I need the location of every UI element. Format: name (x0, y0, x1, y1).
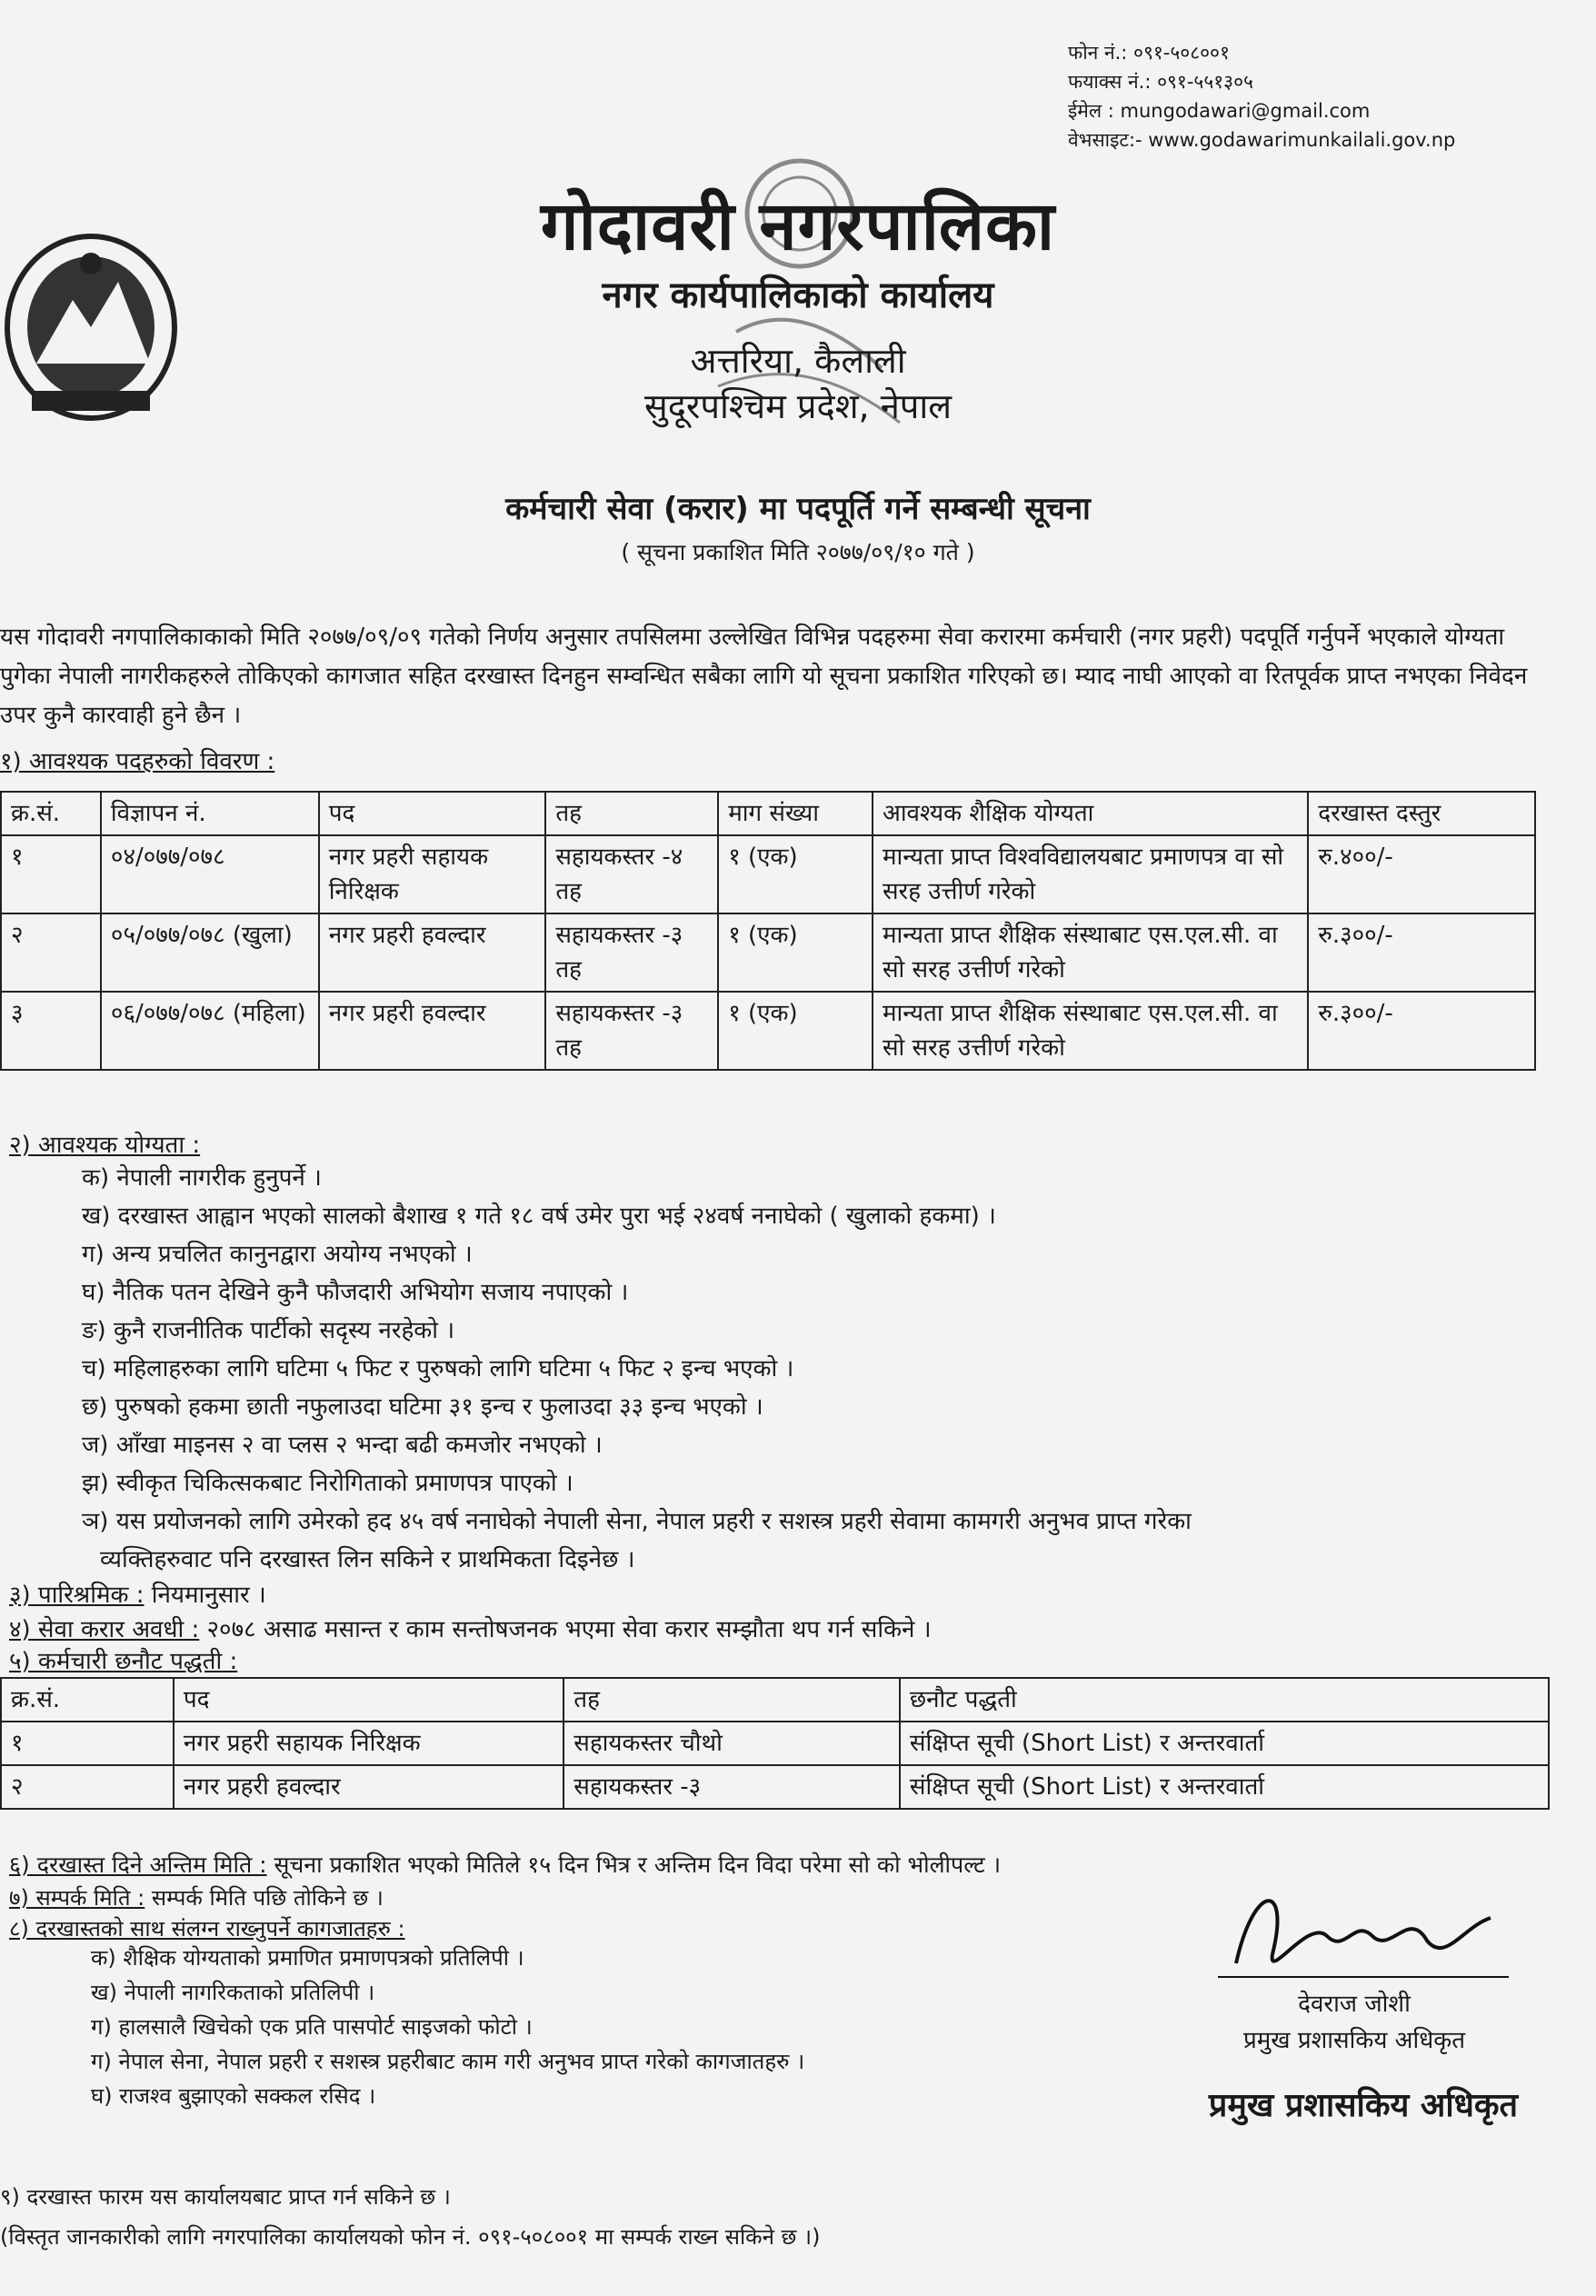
col-header: तह (545, 792, 718, 835)
list-item: घ) राजश्व बुझाएको सक्कल रसिद । (91, 2083, 376, 2109)
section4-text: २०७८ असाढ मसान्त र काम सन्तोषजनक भएमा सेवा करार सम्झौता थप गर्न सकिने । (206, 1616, 932, 1643)
section3 (9, 1577, 266, 1613)
signatory-name: देवराज जोशी (1298, 1991, 1411, 2018)
col-header: पद (319, 792, 546, 835)
section6-heading: ६) दरखास्त दिने अन्तिम मिति : (9, 1852, 267, 1878)
cell: रु.३००/- (1308, 913, 1535, 992)
list-item: ज) आँखा माइनस २ वा प्लस २ भन्दा बढी कमजोर नभएको । (82, 1432, 603, 1459)
list-item: च) महिलाहरुका लागि घटिमा ५ फिट र पुरुषको लागि घटिमा ५ फिट २ इन्च भएको । (82, 1355, 794, 1383)
cell: सहायकस्तर -३ तह (545, 992, 718, 1070)
section2-heading: २) आवश्यक योग्यता : (9, 1132, 201, 1159)
cell: सहायकस्तर -३ तह (545, 913, 718, 992)
table-row (1, 992, 1535, 1070)
list-item: ख) दरखास्त आह्वान भएको सालको बैशाख १ गते १८ वर्ष उमेर पुरा भई २४वर्ष ननाघेको ( खुलाको हकमा) । (82, 1203, 996, 1230)
office-province: सुदूरपश्चिम प्रदेश, नेपाल (644, 386, 952, 426)
cell: ०५/०७७/०७८ (खुला) (101, 913, 319, 992)
list-item: ङ) कुनै राजनीतिक पार्टीको सदृस्य नरहेको । (82, 1317, 455, 1344)
section8-heading: ८) दरखास्तको साथ संलग्न राख्नुपर्ने कागजातहरु : (9, 1916, 405, 1942)
cell: ०४/०७७/०७८ (101, 835, 319, 913)
signature-mark (1218, 1863, 1509, 1991)
cell: १ (एक) (718, 913, 873, 992)
list-item: ग) हालसालै खिचेको एक प्रति पासपोर्ट साइजको फोटो । (91, 2014, 533, 2040)
cell: सहायकस्तर चौथो (564, 1722, 900, 1765)
col-header: पद (174, 1678, 564, 1722)
extra-note: (विस्तृत जानकारीको लागि नगरपालिका कार्यालयको फोन नं. ०९१-५०८००१ मा सम्पर्क राख्न सकिने छ ।) (0, 2224, 821, 2250)
documents-list (91, 1941, 804, 2113)
cell: रु.३००/- (1308, 992, 1535, 1070)
section1-heading: १) आवश्यक पदहरुको विवरण : (0, 748, 275, 775)
cell: संक्षिप्त सूची (Short List) र अन्तरवार्ता (900, 1765, 1549, 1809)
fax-number: फयाक्स नं.: ०९१-५५१३०५ (1068, 71, 1253, 93)
cell: मान्यता प्राप्त शैक्षिक संस्थाबाट एस.एल.सी. वा सो सरह उत्तीर्ण गरेको (873, 913, 1308, 992)
cell: १ (1, 1722, 174, 1765)
table-row (1, 1765, 1549, 1809)
section7-heading: ७) सम्पर्क मिति : (9, 1885, 145, 1911)
cell: नगर प्रहरी सहायक निरिक्षक (174, 1722, 564, 1765)
phone-number: फोन नं.: ०९१-५०८००१ (1068, 42, 1230, 64)
list-item: क) नेपाली नागरीक हुनुपर्ने । (82, 1164, 322, 1192)
cell: २ (1, 913, 101, 992)
cell: १ (1, 835, 101, 913)
signatory-stamp: प्रमुख प्रशासकिय अधिकृत (1208, 2087, 1519, 2124)
cell: नगर प्रहरी हवल्दार (174, 1765, 564, 1809)
office-subtitle: नगर कार्यपालिकाको कार्यालय (602, 275, 994, 316)
section9-text: ९) दरखास्त फारम यस कार्यालयबाट प्राप्त गर्न सकिने छ । (0, 2184, 451, 2210)
table-header-row (1, 1678, 1549, 1722)
cell: मान्यता प्राप्त शैक्षिक संस्थाबाट एस.एल.सी. वा सो सरह उत्तीर्ण गरेको (873, 992, 1308, 1070)
section7-text: सम्पर्क मिति पछि तोकिने छ । (151, 1885, 384, 1911)
list-item: घ) नैतिक पतन देखिने कुनै फौजदारी अभियोग सजाय नपाएको । (82, 1279, 629, 1306)
municipality-title: गोदावरी नगरपालिका (540, 187, 1056, 265)
section6-text: सूचना प्रकाशित भएको मितिले १५ दिन भित्र र अन्तिम दिन विदा परेमा सो को भोलीपल्ट । (274, 1852, 1002, 1878)
list-item: छ) पुरुषको हकमा छाती नफुलाउदा घटिमा ३१ इन्च र फुलाउदा ३३ इन्च भएको । (82, 1393, 763, 1421)
list-item: ख) नेपाली नागरिकताको प्रतिलिपी । (91, 1980, 375, 2005)
signatory-post: प्रमुख प्रशासकिय अधिकृत (1242, 2027, 1466, 2054)
section3-text: नियमानुसार । (151, 1582, 266, 1609)
section4-heading: ४) सेवा करार अवधी : (9, 1616, 200, 1643)
cell: १ (एक) (718, 992, 873, 1070)
col-header: छनौट पद्धती (900, 1678, 1549, 1722)
list-item: झ) स्वीकृत चिकित्सकबाट निरोगिताको प्रमाणपत्र पाएको । (82, 1470, 574, 1497)
website-address: वेभसाइट:- www.godawarimunkailali.gov.np (1068, 129, 1456, 151)
cell: नगर प्रहरी हवल्दार (319, 992, 546, 1070)
footer-notes (0, 2177, 820, 2257)
positions-table (0, 791, 1536, 1071)
col-header: दरखास्त दस्तुर (1308, 792, 1535, 835)
office-address: अत्तरिया, कैलाली (690, 341, 906, 381)
qualifications-list (82, 1159, 1192, 1579)
table-header-row (1, 792, 1535, 835)
notice-intro: यस गोदावरी नगपालिकाकाको मिति २०७७/०९/०९ गतेको निर्णय अनुसार तपसिलमा उल्लेखित विभिन्न पदहरुमा सेवा करारमा कर्मचारी (नगर प्रहरी) पदपूर्ति गर्नुपर्ने भएकाले योग्यता पुगेका नेपाली नागरीकहरुले तोकिएको कागजात सहित दरखास्त दिनहुन सम्वन्धित सबैका लागि यो सूचना प्रकाशित गरिएको छ। म्याद नाघी आएको वा रितपूर्वक प्राप्त नभएका निवेदन उपर कुनै कारवाही हुने छैन । (0, 624, 1528, 729)
col-header: तह (564, 1678, 900, 1722)
cell: २ (1, 1765, 174, 1809)
notice-published-date: ( सूचना प्रकाशित मिति २०७७/०९/१० गते ) (621, 539, 975, 565)
col-header: क्र.सं. (1, 792, 101, 835)
cell: ०६/०७७/०७८ (महिला) (101, 992, 319, 1070)
contact-block (1068, 38, 1455, 155)
table-row (1, 1722, 1549, 1765)
table-row (1, 913, 1535, 992)
notice-title: कर्मचारी सेवा (करार) मा पदपूर्ति गर्ने सम्बन्धी सूचना (505, 491, 1091, 527)
section4 (9, 1612, 932, 1648)
cell: रु.४००/- (1308, 835, 1535, 913)
cell: सहायकस्तर -४ तह (545, 835, 718, 913)
col-header: माग संख्या (718, 792, 873, 835)
section3-heading: ३) पारिश्रमिक : (9, 1582, 145, 1609)
section5-heading: ५) कर्मचारी छनौट पद्धती : (9, 1648, 238, 1675)
cell: संक्षिप्त सूची (Short List) र अन्तरवार्ता (900, 1722, 1549, 1765)
list-item: व्यक्तिहरुवाट पनि दरखास्त लिन सकिने र प्राथमिकता दिइनेछ । (100, 1546, 635, 1573)
col-header: विज्ञापन नं. (101, 792, 319, 835)
table-row (1, 835, 1535, 913)
cell: ३ (1, 992, 101, 1070)
cell: १ (एक) (718, 835, 873, 913)
section6 (9, 1847, 1001, 1883)
list-item: ग) नेपाल सेना, नेपाल प्रहरी र सशस्त्र प्रहरीबाट काम गरी अनुभव प्राप्त गरेको कागजातहरु । (91, 2049, 805, 2074)
col-header: आवश्यक शैक्षिक योग्यता (873, 792, 1308, 835)
selection-table (0, 1677, 1550, 1810)
cell: मान्यता प्राप्त विश्वविद्यालयबाट प्रमाणपत्र वा सो सरह उत्तीर्ण गरेको (873, 835, 1308, 913)
list-item: क) शैक्षिक योग्यताको प्रमाणित प्रमाणपत्रको प्रतिलिपी । (91, 1945, 524, 1971)
list-item: ग) अन्य प्रचलित कानुनद्वारा अयोग्य नभएको । (82, 1241, 473, 1268)
cell: सहायकस्तर -३ (564, 1765, 900, 1809)
col-header: क्र.सं. (1, 1678, 174, 1722)
email-address: ईमेल : mungodawari@gmail.com (1068, 100, 1371, 122)
cell: नगर प्रहरी हवल्दार (319, 913, 546, 992)
list-item: ञ) यस प्रयोजनको लागि उमेरको हद ४५ वर्ष ननाघेको नेपाली सेना, नेपाल प्रहरी र सशस्त्र प्रहरी सेवामा कामगरी अनुभव प्राप्त गरेका (82, 1508, 1192, 1535)
cell: नगर प्रहरी सहायक निरिक्षक (319, 835, 546, 913)
